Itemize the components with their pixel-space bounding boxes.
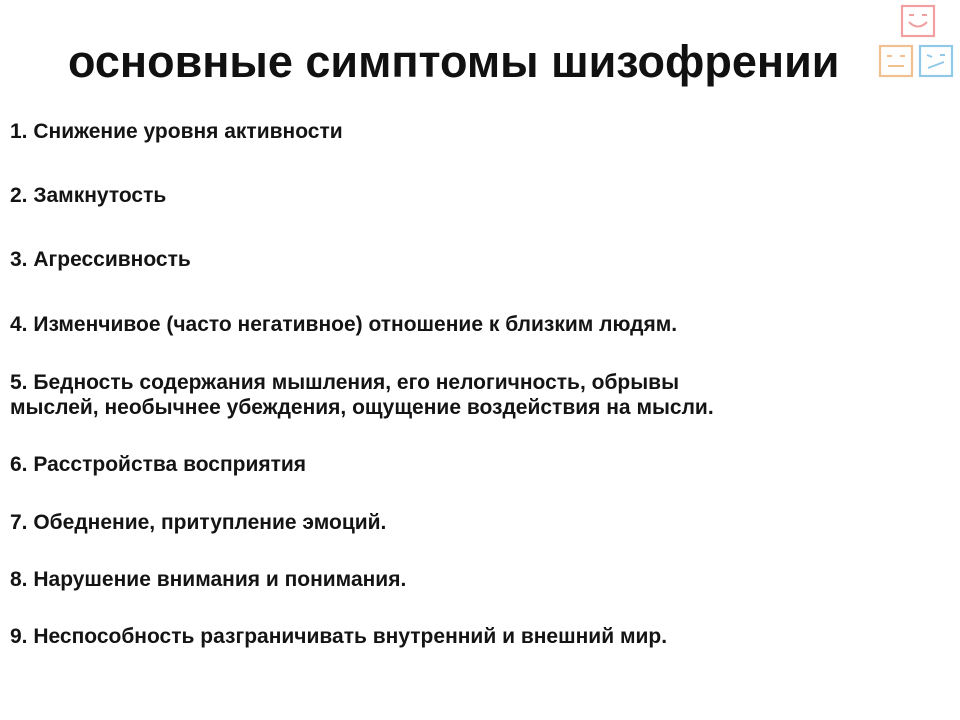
symptom-8: 8. Нарушение внимания и понимания. xyxy=(10,568,407,591)
face-blocks-icon xyxy=(876,4,960,84)
symptom-3: 3. Агрессивность xyxy=(10,248,191,271)
slide-title: основные симптомы шизофрении xyxy=(68,36,840,87)
symptom-4: 4. Изменчивое (часто негативное) отношение к близким людям. xyxy=(10,313,678,336)
neutral-face-block xyxy=(880,46,912,76)
symptom-2: 2. Замкнутость xyxy=(10,184,167,207)
symptom-7: 7. Обеднение, притупление эмоций. xyxy=(10,511,387,534)
smile-face-block xyxy=(902,6,934,36)
symptom-5-line-1: 5. Бедность содержания мышления, его нелогичность, обрывы xyxy=(10,371,680,394)
symptom-5-line-2: мыслей, необычнее убеждения, ощущение воздействия на мысли. xyxy=(10,396,714,419)
symptom-9: 9. Неспособность разграничивать внутренний и внешний мир. xyxy=(10,625,668,648)
wry-face-block xyxy=(920,46,952,76)
symptom-6: 6. Расстройства восприятия xyxy=(10,453,307,476)
symptom-1: 1. Снижение уровня активности xyxy=(10,120,343,143)
